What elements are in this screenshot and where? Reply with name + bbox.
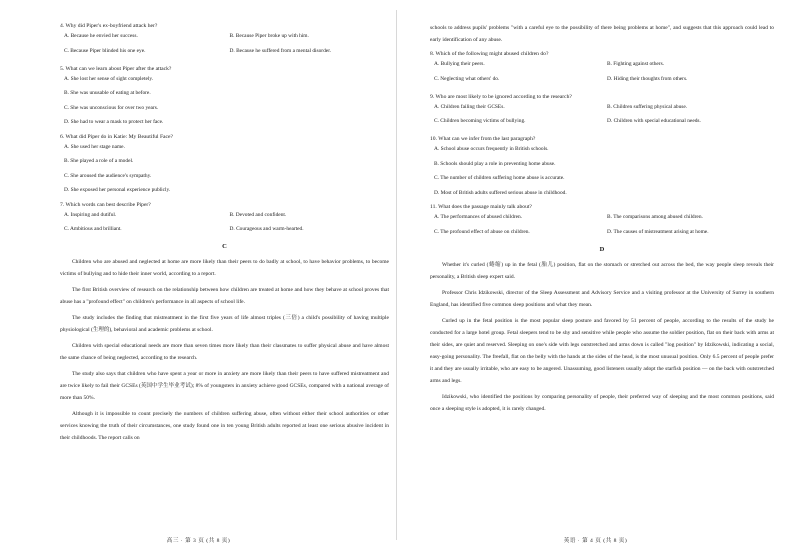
answer-option: C. Because Piper blinded his one eye.: [64, 47, 146, 54]
answer-option: B. Fighting against others.: [607, 61, 665, 67]
question-stem: 10. What can we infer from the last paragraph?: [430, 136, 536, 142]
left-page-footer: 高三 · 第 3 页 (共 8 页): [166, 538, 231, 544]
answer-option: B. Schools should play a role in preventing home abuse.: [434, 160, 556, 167]
answer-option: C. Neglecting what others' do.: [434, 75, 500, 82]
answer-option: A. Inspiring and dutiful.: [64, 211, 117, 218]
answer-option: B. The comparisons among abused children.: [607, 214, 703, 220]
question-block: [430, 135, 774, 197]
section-c-heading: C: [222, 243, 227, 250]
passage-paragraph: Children with special educational needs are more than seven times more likely than their classmates to suffer physical abuse and have almost the same chance of being neglected, according to the research.: [60, 343, 389, 361]
passage-paragraph: Idzikowski, who identified the positions by comparing personality of people, their preferred way of sleeping and the most common positions, said once a sleeping style is adopted, it is rarely changed.: [430, 393, 774, 412]
answer-option: D. Hiding their thoughts from others.: [607, 75, 688, 82]
answer-option: D. Courageous and warm-hearted.: [229, 226, 304, 232]
answer-option: A. The performances of abused children.: [434, 214, 523, 220]
answer-options: [60, 75, 389, 127]
question-block: [430, 50, 774, 89]
question-stem: 6. What did Piper do in Katie: My Beautiful Face?: [60, 133, 173, 140]
answer-options: [430, 145, 774, 197]
answer-options: [430, 60, 774, 89]
answer-options: [60, 211, 389, 240]
answer-option: B. Children suffering physical abuse.: [607, 103, 688, 110]
passage-paragraph: The study also says that children who have spent a year or more in anxiety are more likely than their peers to have suffered mistreatment and are twice likely to fail their GCSEs (英国中学生毕业考试); 8% of youngsters in anxiety achieve good GCSEs, compared with a national average of more than 50%.: [60, 371, 389, 401]
answer-option: C. She was unconscious for over two years.: [64, 104, 159, 111]
answer-option: D. She had to wear a mask to protect her face.: [64, 119, 164, 125]
answer-option: D. Children with special educational needs.: [607, 118, 701, 124]
answer-option: C. Children becoming victims of bullying.: [434, 118, 526, 124]
question-stem: 8. Which of the following might abused children do?: [430, 51, 549, 57]
answer-option: C. The number of children suffering home abuse is accurate.: [434, 175, 565, 181]
passage-paragraph: The first British overview of research on the relationship between how children are treated at home and how they behave at school proves that abuse has a "profound effect" on children's performance in all aspects of school life.: [60, 287, 389, 305]
passage-paragraph: Although it is impossible to count precisely the numbers of children suffering abuse, often without either their school authorities or other services knowing the truth of their circumstances, one study found one in ten young British adults reported at least one serious abusive incident in their childhoods. The report calls on: [60, 411, 389, 441]
answer-option: D. She exposed her personal experience publicly.: [64, 187, 171, 193]
answer-option: A. Because he envied her success.: [64, 33, 138, 39]
answer-option: B. Devoted and confident.: [229, 211, 287, 218]
answer-options: [430, 103, 774, 132]
passage-paragraph: Children who are abused and neglected at home are more likely than their peers to do badly at school, to have behavior problems, to become victims of bullying and to hide their inner world, according to a report.: [60, 259, 389, 277]
answer-options: [430, 213, 774, 242]
answer-option: A. She used her stage name.: [64, 143, 125, 150]
answer-option: A. Bullying their peers.: [434, 61, 485, 67]
answer-option: D. Because he suffered from a mental disorder.: [229, 47, 332, 54]
right-page: [397, 0, 794, 550]
passage-paragraph: The study includes the finding that mistreatment in the first five years of life almost triples (三倍) a child's possibility of having multiple physiological (生理的), behavioral and academic problems at school.: [60, 315, 389, 333]
question-stem: 4. Why did Piper's ex-boyfriend attack her?: [60, 23, 158, 29]
answer-options: [60, 32, 389, 61]
right-page-footer: 英语 · 第 4 页 (共 8 页): [563, 538, 628, 544]
passage-paragraph: Professor Chris Idzikowski, director of the Sleep Assessment and Advisory Service and a visiting professor at the University of Surrey in southern England, has identified five common sleep positions and what they mean.: [430, 289, 774, 308]
answer-option: D. Most of British adults suffered serious abuse in childhood.: [434, 189, 567, 196]
left-question-list: [60, 22, 389, 240]
question-block: [60, 133, 389, 195]
question-block: [60, 201, 389, 240]
answer-options: [60, 143, 389, 195]
right-question-list: [430, 50, 774, 242]
question-block: [60, 65, 389, 127]
answer-option: A. Children failing their GCSEs.: [434, 103, 505, 110]
question-stem: 9. Who are most likely to be ignored according to the research?: [430, 93, 572, 100]
answer-option: B. She was unusable of eating at before.: [64, 90, 151, 96]
answer-option: C. She aroused the audience's sympathy.: [64, 172, 152, 179]
question-stem: 11. What does the passage mainly talk about?: [430, 204, 532, 210]
answer-option: A. School abuse occurs frequently in British schools.: [434, 146, 549, 152]
answer-option: C. Ambitious and brilliant.: [64, 226, 122, 232]
question-stem: 5. What can we learn about Piper after the attack?: [60, 65, 172, 72]
answer-option: C. The profound effect of abuse on children.: [434, 228, 530, 235]
section-c-continuation: schools to address pupils' problems "with a careful eye to the possibility of there being problems at home", and suggests that this approach could lead to early identification of any abuse.: [430, 25, 774, 43]
answer-option: B. She played a role of a model.: [64, 158, 134, 164]
answer-option: D. The causes of mistreatment arising at home.: [607, 228, 709, 235]
passage-paragraph: Whether it's curled (蜷缩) up in the fetal (胎儿) position, flat on the stomach or stretched out across the bed, the way people sleep reveals their personality, a British sleep expert said.: [430, 261, 774, 280]
answer-option: A. She lost her sense of sight completely.: [64, 75, 154, 82]
passage-paragraph: Curled up in the fetal position is the most popular sleep posture and favored by 51 percent of people, according to the results of the study he conducted for a large hotel group. Fetal sleepers tend to be shy and sensitive while people who assume the soldier position, flat on their back with arms at their sides, are quiet and reserved. Sleeping on one's side with legs outstretched and arms down is called "log position" by Idzikowski, indicating a social, easy-going personality. The freefall, flat on the belly with the hands at the sides of the head, is the most unusual position. Only 6.5 percent of people prefer it and they are usually irritable, who are easy to be angered. Unassuming, good listeners usually adopt the starfish position — on the back with outstretched arms and legs.: [430, 317, 774, 384]
question-stem: 7. Which words can best describe Piper?: [60, 201, 151, 208]
question-block: [430, 93, 774, 132]
section-d-passage: [430, 259, 774, 415]
section-d-heading: D: [599, 245, 605, 253]
answer-option: B. Because Piper broke up with him.: [229, 33, 309, 39]
question-block: [430, 203, 774, 242]
section-c-passage: [60, 256, 389, 444]
question-block: [60, 22, 389, 61]
